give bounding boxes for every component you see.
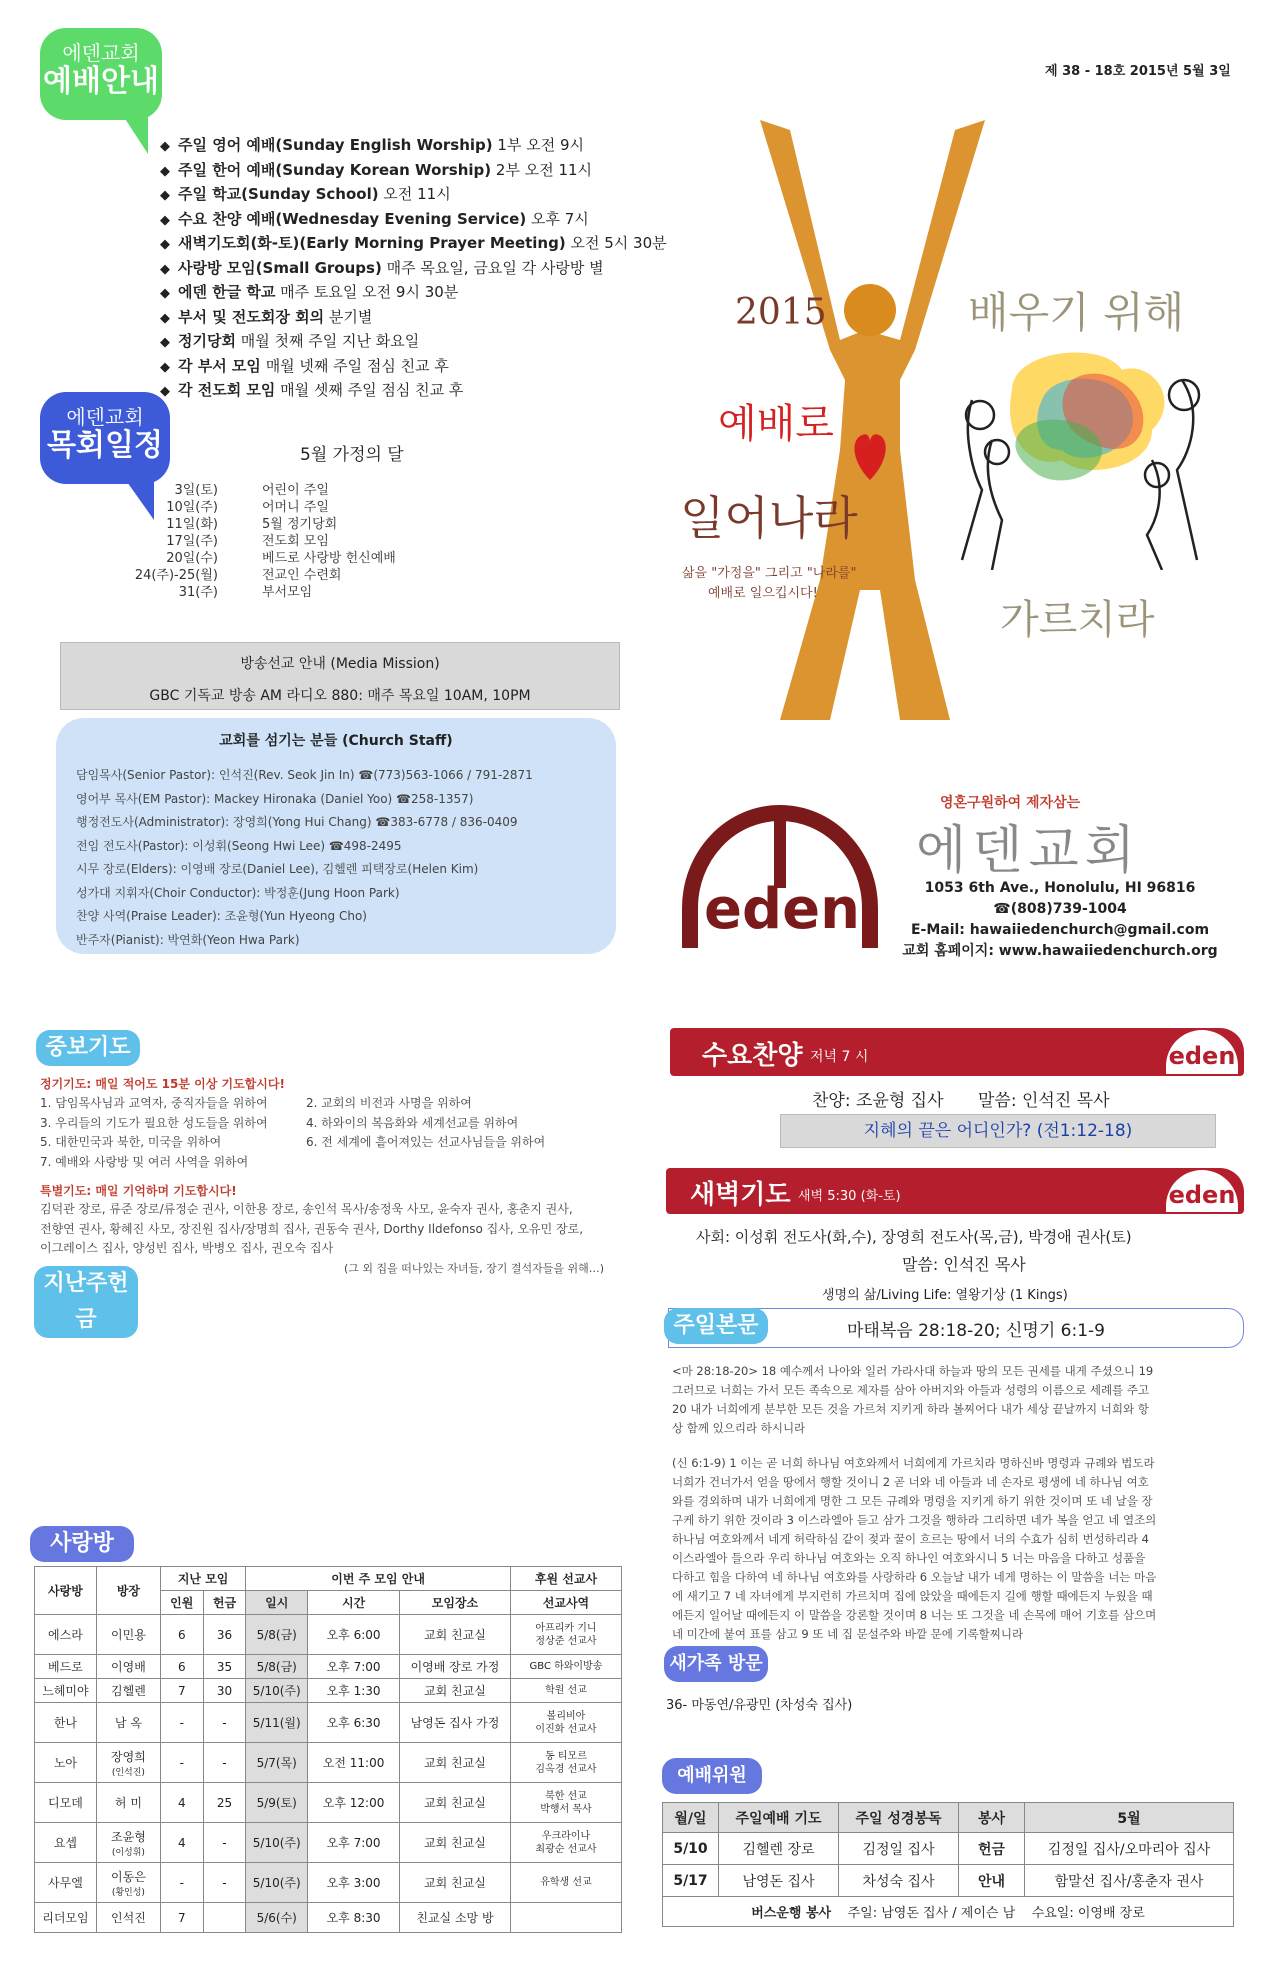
- regular-prayer-list: 1. 담임목사님과 교역자, 중직자들을 위하여 2. 교회의 비전과 사명을 위하여 3. 우리들의 기도가 필요한 성도들을 위하여 4. 하와이의 복음화와 세계선교를 위하여 5. 대한민국과 북한, 미국을 위하여 6. 전 세계에 흩어져있는 선교사님들을 위하여 7. 예배와 사랑방 및 여러 사역을 위하여: [40, 1096, 546, 1169]
- sarangbang-tag: 사랑방: [30, 1526, 134, 1562]
- special-prayer-note: (그 외 집을 떠나있는 자녀들, 장기 결석자들을 위해…): [344, 1262, 605, 1275]
- poster-line2: 일어나라: [680, 491, 858, 545]
- staff-title: 교회를 섬기는 분들 (Church Staff): [219, 733, 453, 749]
- worship-badge: [40, 28, 162, 120]
- church-homepage: 교회 홈페이지: www.hawaiiedenchurch.org: [902, 943, 1218, 959]
- table-row: 사무엘 이동은 (황인성) - - 5/10(주) 오후 3:00 교회 친교실 유학생 선교: [35, 1863, 622, 1903]
- dawn-title: 새벽기도: [690, 1180, 791, 1210]
- staff-row: 영어부 목사(EM Pastor): Mackey Hironaka (Daniel Yoo) ☎258-1357): [76, 791, 474, 806]
- regular-prayer-heading: 정기기도: 매일 적어도 15분 이상 기도합시다!: [40, 1077, 285, 1091]
- worship-item: ◆ 각 부서 모임 매월 넷째 주일 점심 친교 후: [160, 355, 667, 380]
- duty-table: 월/일 주일예배 기도 주일 성경봉독 봉사 5월 5/10 김헬렌 장로 김정일 집사 헌금 김정일 집사/오마리아 집사 5/17 남영돈 집사 차성숙 집사 안내 함말선 집사/홍춘자 권사 버스운행 봉사 주일: 남영돈 집사 / 제이슨 남 수요일: 이영배 장로: [662, 1802, 1234, 1927]
- wednesday-topic-box: [780, 1114, 1216, 1148]
- wednesday-praise: 찬양: 조윤형 집사: [812, 1091, 944, 1111]
- worship-item: ◆ 주일 학교(Sunday School) 오전 11시: [160, 183, 667, 208]
- table-row: 리더모임 인석진 7 5/6(수) 오후 8:30 친교실 소망 방: [35, 1903, 622, 1933]
- media-line: GBC 기독교 방송 AM 라디오 880: 매주 목요일 10AM, 10PM: [149, 688, 531, 704]
- dawn-sub: 새벽 5:30 (화-토): [798, 1189, 901, 1204]
- scripture-p2: (신 6:1-9) 1 이는 곧 너희 하나님 여호와께서 너희에게 가르치라 명하신바 명령과 규례와 법도라 너희가 건너가서 얻을 땅에서 행할 것이니 2 곧 너와 네 아들과 네 손자로 평생에 네 하나님 여호 와를 경외하며 내가 너희에게 명한 그 모든 규례와 명령을 지키게 하기 위한 것이며 또 네 날을 장 구케 하기 위한 것이라 3 이스라엘아 듣고 삼가 그것을 행하라 그리하면 네가 복을 얻고 네 열조의 하나님 여호와께서 네게 허락하심 같이 젖과 꿀이 흐르는 땅에서 너의 수효가 심히 번성하리라 4 이스라엘아 들으라 우리 하나님 여호와는 오직 하나인 여호와시니 5 너는 마음을 다하고 성품을 다하고 힘을 다하여 네 하나님 여호와를 사랑하라 6 오늘날 내가 네게 명하는 이 말씀을 너는 마음 에 새기고 7 네 자녀에게 부지런히 가르치며 집에 앉았을 때에든지 길에 행할 때에든지 누웠을 때 에든지 일어날 때에든지 이 말씀을 강론할 것이며 8 너는 또 그것을 네 손목에 매어 기호를 삼으며 네 미간에 붙여 표를 삼고 9 또 네 집 문설주와 바깥 문에 기록할찌니라: [672, 1456, 1157, 1641]
- church-name: 에덴교회: [916, 821, 1141, 881]
- media-mission-box: [60, 642, 620, 710]
- staff-row: 시무 장로(Elders): 이영배 장로(Daniel Lee), 김헬렌 피택장로(Helen Kim): [76, 862, 479, 876]
- church-logo-text: eden: [704, 877, 860, 942]
- month-title: 5월 가정의 달: [300, 445, 404, 465]
- church-phone: ☎(808)739-1004: [993, 901, 1127, 917]
- schedule-badge-small: 에덴교회: [66, 405, 144, 429]
- people-talking-illustration: [952, 340, 1212, 570]
- table-row: 한나 남 옥 - - 5/11(월) 오후 6:30 남영돈 집사 가정 볼리비아 이진화 선교사: [35, 1703, 622, 1743]
- table-row: 디모데 허 미 4 25 5/9(토) 오후 12:00 교회 친교실 북한 선교 박행서 목사: [35, 1783, 622, 1823]
- staff-row: 담임목사(Senior Pastor): 인석진(Rev. Seok Jin In) ☎(773)563-1066 / 791-2871: [76, 768, 533, 782]
- poster-year: 2015: [735, 292, 827, 333]
- schedule-badge-big: 목회일정: [47, 428, 163, 463]
- worship-badge-tail: [118, 108, 148, 154]
- staff-row: 행정전도사(Administrator): 장영희(Yong Hui Chang) ☎383-6778 / 836-0409: [76, 815, 518, 829]
- scripture-p1: <마 28:18-20> 18 예수께서 나아와 일러 가라사대 하늘과 땅의 모든 권세를 내게 주셨으니 19 그러므로 너희는 가서 모든 족속으로 제자를 삼아 아버지와 아들과 성령의 이름으로 세례를 주고 20 내가 너희에게 분부한 모든 것을 가르쳐 지키게 하라 볼찌어다 내가 세상 끝날까지 너희와 항 상 함께 있으리라 하시니라: [672, 1364, 1154, 1435]
- dawn-header: [666, 1168, 1244, 1214]
- church-address: 1053 6th Ave., Honolulu, HI 96816: [924, 880, 1196, 896]
- dawn-hosts: 사회: 이성휘 전도사(화,수), 장영희 전도사(목,금), 박경애 권사(토): [696, 1228, 1132, 1246]
- table-row: 노아 장영희 (인석진) - - 5/7(목) 오전 11:00 교회 친교실 동 티모르 김옥경 선교사: [35, 1743, 622, 1783]
- table-row: 5/10 김헬렌 장로 김정일 집사 헌금 김정일 집사/오마리아 집사: [663, 1833, 1234, 1865]
- sarangbang-table: 사랑방 방장 지난 모임 이번 주 모임 안내 후원 선교사 인원 헌금 일시 시간 모임장소 선교사역 에스라 이민용 6 36 5/8(금) 오후 6:00 교회 친교실 아프리카 기니 정상준 선교사 베드로 이영배 6 35 5/8(금) 오후 7:00 이영배 장로 가정 GBC 하와이방송 느헤미야 김헬렌 7 30 5/10(주) 오후 1:30 교회 친교실 학원 선교 한나 남 옥 - - 5/11(월) 오후 6:30 남영돈 집사 가정 볼리비아 이진화 선교사 노아 장영희 (인석진) - - 5/7(목) 오전 11:00 교회 친교실 동 티모르 김옥경 선교사 디모데 허 미 4 25 5/9(토) 오후 12:00 교회 친교실 북한 선교 박행서 목사 요셉 조윤형 (이성휘) 4 - 5/10(주) 오후 7:00 교회 친교실 우크라이나 최광순 선교사 사무엘 이동은 (황인성) - - 5/10(주) 오후 3:00 교회 친교실 유학생 선교 리더모임 인석진 7 5/6(수) 오후 8:30 친교실 소망 방: [34, 1566, 622, 1933]
- worship-item: ◆ 사랑방 모임(Small Groups) 매주 목요일, 금요일 각 사랑방 별: [160, 257, 667, 282]
- worship-item: ◆ 주일 영어 예배(Sunday English Worship) 1부 오전 9시: [160, 134, 667, 159]
- wednesday-sermon: 말씀: 인석진 목사: [978, 1091, 1110, 1111]
- table-row: 베드로 이영배 6 35 5/8(금) 오후 7:00 이영배 장로 가정 GBC 하와이방송: [35, 1655, 622, 1679]
- worship-item: ◆ 수요 찬양 예배(Wednesday Evening Service) 오후 7시: [160, 208, 667, 233]
- worship-item: ◆ 주일 한어 예배(Sunday Korean Worship) 2부 오전 11시: [160, 159, 667, 184]
- issue-line: 제 38 - 18호 2015년 5월 3일: [1045, 64, 1231, 79]
- worship-item: ◆ 새벽기도회(화-토)(Early Morning Prayer Meeting) 오전 5시 30분: [160, 232, 667, 257]
- table-row: 버스운행 봉사 주일: 남영돈 집사 / 제이슨 남 수요일: 이영배 장로: [663, 1897, 1234, 1927]
- table-row: 에스라 이민용 6 36 5/8(금) 오후 6:00 교회 친교실 아프리카 기니 정상준 선교사: [35, 1615, 622, 1655]
- poster-line1: 예배로: [718, 401, 834, 447]
- worship-badge-big: 예배안내: [43, 64, 159, 99]
- worship-item: ◆ 각 전도회 모임 매월 셋째 주일 점심 친교 후: [160, 379, 667, 404]
- church-contact: [900, 878, 1220, 962]
- church-email: E-Mail: hawaiiedenchurch@gmail.com: [910, 922, 1210, 938]
- wednesday-header: [670, 1028, 1244, 1076]
- wednesday-title: 수요찬양: [702, 1041, 803, 1071]
- newfamily-tag: 새가족 방문: [664, 1646, 768, 1682]
- worship-list: [160, 134, 667, 404]
- staff-box: [56, 718, 616, 954]
- schedule-dates: 3일(토) 10일(주) 11일(화) 17일(주) 20일(수) 24(주)-25(월) 31(주): [134, 483, 218, 600]
- media-title: 방송선교 안내 (Media Mission): [240, 656, 440, 672]
- wednesday-sub: 저녁 7 시: [810, 1049, 869, 1065]
- scripture-tag: 주일본문: [664, 1308, 768, 1344]
- worship-item: ◆ 정기당회 매월 첫째 주일 지난 화요일: [160, 330, 667, 355]
- staff-row: 찬양 사역(Praise Leader): 조윤형(Yun Hyeong Cho): [76, 909, 367, 923]
- newfamily-line: 36- 마동연/유광민 (차성숙 집사): [666, 1698, 853, 1713]
- wednesday-topic: 지혜의 끝은 어디인가? (전1:12-18): [863, 1121, 1133, 1141]
- staff-row: 반주자(Pianist): 박연화(Yeon Hwa Park): [76, 932, 300, 947]
- table-row: 느헤미야 김헬렌 7 30 5/10(주) 오후 1:30 교회 친교실 학원 선교: [35, 1679, 622, 1703]
- table-row: 5/17 남영돈 집사 차성숙 집사 안내 함말선 집사/홍춘자 권사: [663, 1865, 1234, 1897]
- poster-slogan2: 예배로 일으킵시다!: [708, 586, 818, 601]
- intercession-tag: 중보기도: [36, 1030, 140, 1066]
- schedule-badge: [40, 392, 170, 484]
- church-logo: [680, 798, 880, 950]
- table-row: 요셉 조윤형 (이성휘) 4 - 5/10(주) 오후 7:00 교회 친교실 우크라이나 최광순 선교사: [35, 1823, 622, 1863]
- eden-badge-icon: eden: [1166, 1030, 1238, 1074]
- poster-slogan1: 삶을 "가정을" 그리고 "나라를": [682, 566, 857, 581]
- staff-row: 전임 전도사(Pastor): 이성휘(Seong Hwi Lee) ☎498-2495: [76, 838, 402, 853]
- eden-badge-icon: eden: [1166, 1170, 1238, 1212]
- offering-tag: 지난주헌금: [34, 1266, 138, 1338]
- poster-right-bottom: 가르치라: [1000, 597, 1155, 643]
- worship-item: ◆ 에덴 한글 학교 매주 토요일 오전 9시 30분: [160, 281, 667, 306]
- dawn-sermon: 말씀: 인석진 목사: [902, 1255, 1026, 1274]
- worship-item: ◆ 부서 및 전도회장 회의 분기별: [160, 306, 667, 331]
- staff-row: 성가대 지휘자(Choir Conductor): 박정훈(Jung Hoon Park): [76, 885, 400, 900]
- special-prayer-list: 김덕관 장로, 류준 장로/류정순 권사, 이한용 장로, 송인석 목사/송정욱 사모, 윤숙자 권사, 홍춘지 권사, 전향연 권사, 황혜진 사모, 장진원 집사/장명희 집사, 권동숙 권사, Dorthy Ildefonso 집사, 오유민 장로, 이그레이스 집사, 양성빈 집사, 박병오 집사, 권오숙 집사: [40, 1202, 584, 1255]
- church-tagline: 영혼구원하여 제자삼는: [940, 795, 1081, 811]
- special-prayer-heading: 특별기도: 매일 기억하며 기도합시다!: [40, 1184, 237, 1198]
- schedule-events: 어린이 주일 어머니 주일 5월 정기당회 전도회 모임 베드로 사랑방 헌신예배 전교인 수련회 부서모임: [262, 483, 396, 600]
- duty-tag: 예배위원: [662, 1758, 762, 1794]
- dawn-living: 생명의 삶/Living Life: 열왕기상 (1 Kings): [822, 1288, 1068, 1303]
- scripture-ref: 마태복음 28:18-20; 신명기 6:1-9: [847, 1321, 1105, 1341]
- worship-badge-small: 에덴교회: [62, 41, 140, 65]
- poster-right-top: 배우기 위해: [968, 288, 1185, 337]
